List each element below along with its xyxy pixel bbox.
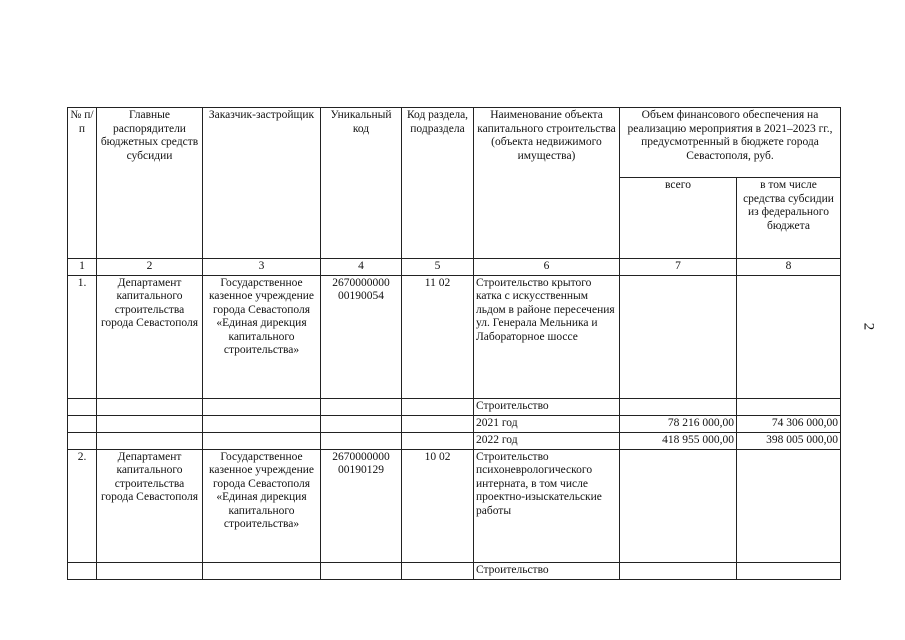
subrow-total xyxy=(620,398,737,415)
row-distributor: Департамент капитального строительства города Севастополя xyxy=(97,275,203,398)
row-customer: Государственное казенное учреждение города Севастополя «Единая дирекция капитального строительства» xyxy=(203,275,321,398)
row-unique-code: 2670000000 00190129 xyxy=(321,449,402,562)
financing-table xyxy=(67,107,841,580)
column-number: 8 xyxy=(737,259,841,276)
table-subrow xyxy=(68,398,841,415)
row-federal xyxy=(737,275,841,398)
subrow-federal xyxy=(737,398,841,415)
column-number: 6 xyxy=(474,259,620,276)
subrow-label: Строительство xyxy=(474,398,620,415)
column-number: 7 xyxy=(620,259,737,276)
subrow-label: 2022 год xyxy=(474,432,620,449)
header-num: № п/п xyxy=(68,108,97,259)
header-federal: в том числе средства субсидии из федерального бюджета xyxy=(737,178,841,259)
subrow-federal: 398 005 000,00 xyxy=(737,432,841,449)
column-number: 5 xyxy=(402,259,474,276)
subrow-label: 2021 год xyxy=(474,415,620,432)
row-total xyxy=(620,275,737,398)
subrow-federal: 74 306 000,00 xyxy=(737,415,841,432)
row-number: 2. xyxy=(68,449,97,562)
row-object-name: Строительство крытого катка с искусственным льдом в районе пересечения ул. Генерала Мельника и Лабораторное шоссе xyxy=(474,275,620,398)
header-financing: Объем финансового обеспечения на реализацию мероприятия в 2021–2023 гг., предусмотренный в бюджете города Севастополя, руб. xyxy=(620,108,841,178)
row-unique-code: 2670000000 00190054 xyxy=(321,275,402,398)
subrow-label: Строительство xyxy=(474,562,620,579)
header-total: всего xyxy=(620,178,737,259)
header-row-top xyxy=(68,108,841,178)
table-row xyxy=(68,449,841,562)
table-subrow xyxy=(68,415,841,432)
row-customer: Государственное казенное учреждение города Севастополя «Единая дирекция капитального строительства» xyxy=(203,449,321,562)
header-distributor: Главные распорядители бюджетных средств субсидии xyxy=(97,108,203,259)
row-section-code: 10 02 xyxy=(402,449,474,562)
header-unique-code: Уникальный код xyxy=(321,108,402,259)
subrow-federal xyxy=(737,562,841,579)
header-object-name: Наименование объекта капитального строительства (объекта недвижимого имущества) xyxy=(474,108,620,259)
row-total xyxy=(620,449,737,562)
table-row xyxy=(68,275,841,398)
row-distributor: Департамент капитального строительства города Севастополя xyxy=(97,449,203,562)
column-number: 3 xyxy=(203,259,321,276)
subrow-total: 78 216 000,00 xyxy=(620,415,737,432)
column-number: 4 xyxy=(321,259,402,276)
header-customer: Заказчик-застройщик xyxy=(203,108,321,259)
row-object-name: Строительство психоневрологического интерната, в том числе проектно-изыскательские работы xyxy=(474,449,620,562)
column-number: 1 xyxy=(68,259,97,276)
row-federal xyxy=(737,449,841,562)
table-subrow xyxy=(68,562,841,579)
column-numbers-row xyxy=(68,259,841,276)
row-number: 1. xyxy=(68,275,97,398)
page-number: 2 xyxy=(860,322,877,331)
subrow-total: 418 955 000,00 xyxy=(620,432,737,449)
subrow-total xyxy=(620,562,737,579)
header-section-code: Код раздела, подраздела xyxy=(402,108,474,259)
table-subrow xyxy=(68,432,841,449)
row-section-code: 11 02 xyxy=(402,275,474,398)
column-number: 2 xyxy=(97,259,203,276)
